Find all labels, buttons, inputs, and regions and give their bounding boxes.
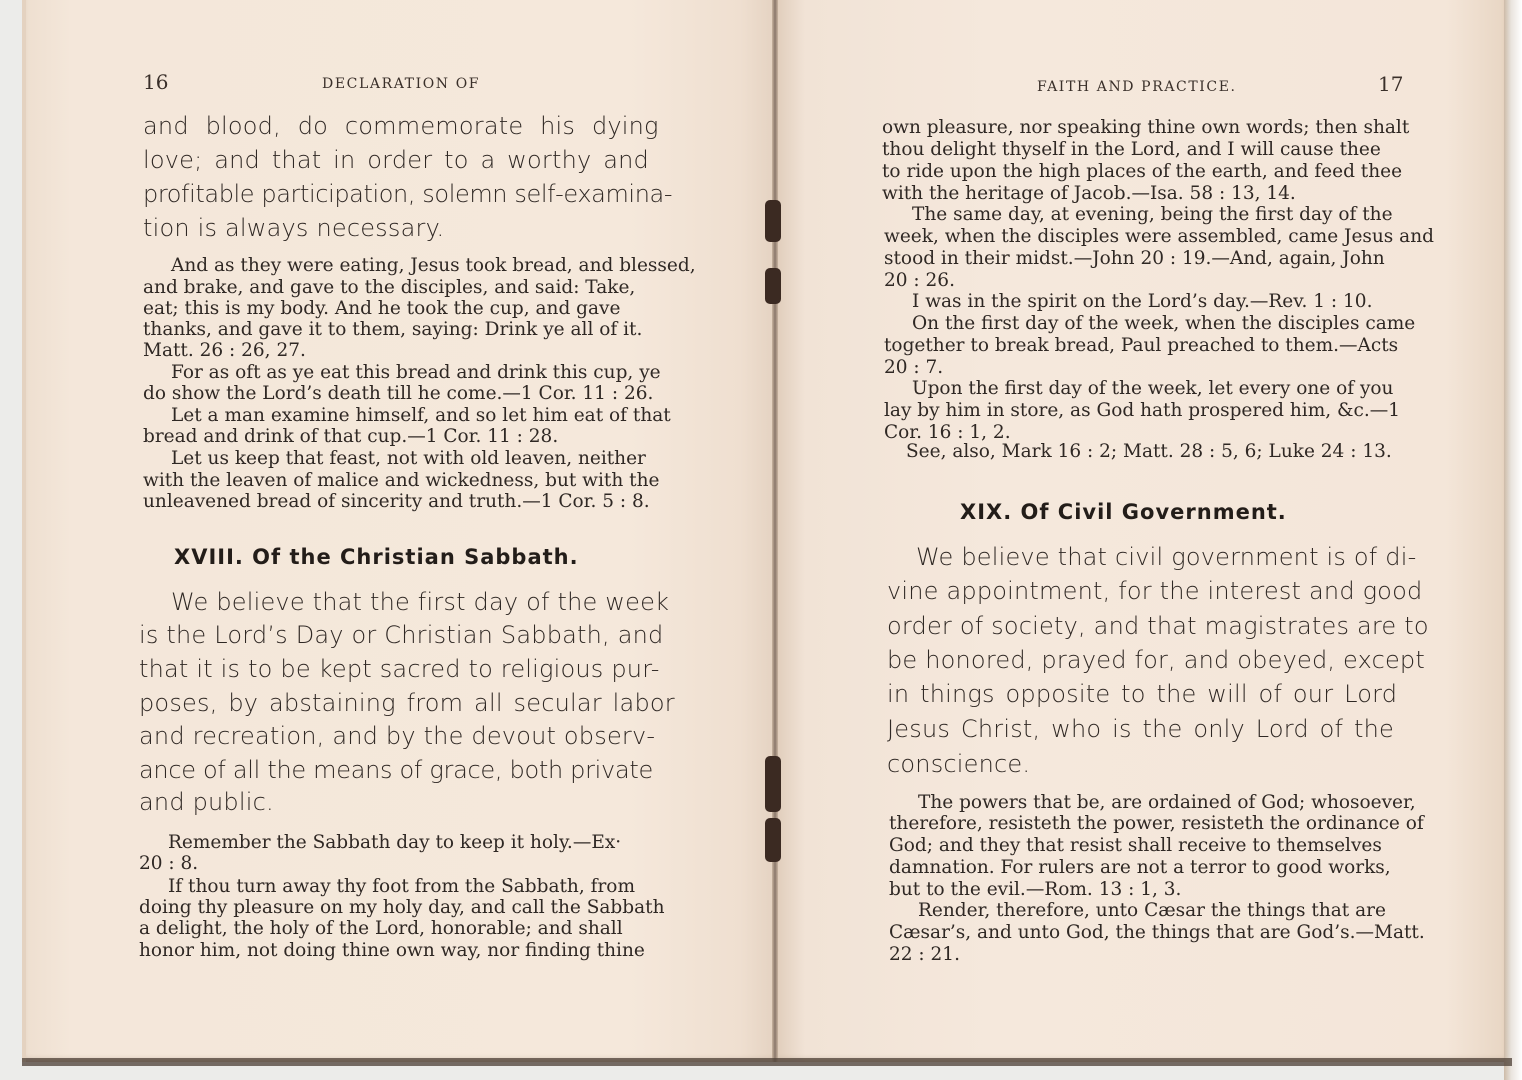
citation-line: honor him, not doing thine own way, nor finding thine bbox=[139, 940, 645, 961]
citation-line: Let us keep that feast, not with old leaven, neither bbox=[171, 448, 646, 469]
text-line: profitable participation, solemn self-examina- bbox=[143, 180, 673, 208]
citation-line: eat; this is my body. And he took the cup, and gave bbox=[143, 298, 621, 319]
text-line: tion is always necessary. bbox=[143, 214, 445, 242]
citation-line: Cæsar’s, and unto God, the things that are God’s.—Matt. bbox=[889, 922, 1425, 943]
citation-line: 22 : 21. bbox=[889, 944, 960, 965]
binding-thread bbox=[765, 268, 781, 304]
text-line: order of society, and that magistrates are to bbox=[887, 612, 1429, 640]
text-line: ance of all the means of grace, both private bbox=[139, 756, 653, 784]
citation-line: own pleasure, nor speaking thine own words; then shalt bbox=[882, 117, 1410, 138]
binding-thread bbox=[765, 200, 781, 242]
citation-line: 20 : 7. bbox=[884, 357, 944, 378]
text-line: is the Lord’s Day or Christian Sabbath, and bbox=[139, 621, 664, 649]
citation-line: therefore, resisteth the power, resisteth the ordinance of bbox=[889, 813, 1424, 834]
citation-line: If thou turn away thy foot from the Sabbath, from bbox=[168, 876, 635, 897]
citation-line: Let a man examine himself, and so let him eat of that bbox=[171, 405, 671, 426]
citation-line: week, when the disciples were assembled, came Jesus and bbox=[884, 226, 1434, 247]
binding-thread bbox=[765, 818, 781, 862]
citation-line: God; and they that resist shall receive to themselves bbox=[889, 835, 1382, 856]
citation-line: Remember the Sabbath day to keep it holy.—Ex· bbox=[168, 832, 622, 853]
citation-line: For as oft as ye eat this bread and drink this cup, ye bbox=[171, 362, 661, 383]
page-edge bbox=[1504, 0, 1522, 1080]
citation-line: Upon the first day of the week, let every one of you bbox=[912, 378, 1394, 399]
text-line: We believe that civil government is of di- bbox=[916, 543, 1417, 571]
citation-line: lay by him in store, as God hath prospered him, &c.—1 bbox=[884, 400, 1400, 421]
text-line: love; and that in order to a worthy and bbox=[143, 146, 649, 174]
citation-line: and brake, and gave to the disciples, and said: Take, bbox=[143, 277, 636, 298]
binding-thread bbox=[765, 756, 781, 812]
citation-line: bread and drink of that cup.—1 Cor. 11 : 28. bbox=[143, 426, 559, 447]
citation-line: 20 : 26. bbox=[884, 270, 955, 291]
running-head-right: FAITH AND PRACTICE. bbox=[1037, 79, 1237, 95]
citation-line: damnation. For rulers are not a terror to good works, bbox=[889, 857, 1391, 878]
citation-line: The same day, at evening, being the first day of the bbox=[912, 204, 1393, 225]
text-line: conscience. bbox=[887, 750, 1031, 778]
citation-line: On the first day of the week, when the disciples came bbox=[912, 313, 1416, 334]
citation-line: I was in the spirit on the Lord’s day.—Rev. 1 : 10. bbox=[912, 291, 1373, 312]
citation-line: with the heritage of Jacob.—Isa. 58 : 13, 14. bbox=[882, 183, 1296, 204]
citation-line: doing thy pleasure on my holy day, and call the Sabbath bbox=[139, 897, 665, 918]
citation-line: a delight, the holy of the Lord, honorable; and shall bbox=[139, 918, 623, 939]
citation-line: thanks, and gave it to them, saying: Drink ye all of it. bbox=[143, 319, 643, 340]
citation-line: with the leaven of malice and wickedness, but with the bbox=[143, 470, 660, 491]
citation-line: do show the Lord’s death till he come.—1 Cor. 11 : 26. bbox=[143, 383, 654, 404]
section-heading-xviii: XVIII. Of the Christian Sabbath. bbox=[174, 545, 579, 569]
cover-edge bbox=[22, 1058, 1512, 1066]
citation-line: to ride upon the high places of the earth, and feed thee bbox=[882, 161, 1403, 182]
text-line: poses, by abstaining from all secular labor bbox=[139, 689, 675, 717]
running-head-left: DECLARATION OF bbox=[322, 76, 481, 92]
text-line: in things opposite to the will of our Lord bbox=[887, 680, 1398, 708]
citation-line: Render, therefore, unto Cæsar the things that are bbox=[918, 900, 1386, 921]
text-line: and recreation, and by the devout observ- bbox=[139, 722, 656, 750]
section-heading-xix: XIX. Of Civil Government. bbox=[960, 500, 1287, 524]
citation-line: Cor. 16 : 1, 2. bbox=[884, 422, 1011, 443]
text-line: be honored, prayed for, and obeyed, except bbox=[887, 646, 1425, 674]
text-line: that it is to be kept sacred to religious pur- bbox=[139, 655, 660, 683]
citation-line: but to the evil.—Rom. 13 : 1, 3. bbox=[889, 879, 1182, 900]
text-line: vine appointment, for the interest and good bbox=[887, 577, 1423, 605]
text-line: Jesus Christ, who is the only Lord of the bbox=[887, 715, 1395, 743]
citation-line: together to break bread, Paul preached to them.—Acts bbox=[884, 335, 1399, 356]
page-number-left: 16 bbox=[143, 70, 169, 94]
citation-line: 20 : 8. bbox=[139, 853, 199, 874]
citation-line: Matt. 26 : 26, 27. bbox=[143, 340, 306, 361]
citation-line: unleavened bread of sincerity and truth.—1 Cor. 5 : 8. bbox=[143, 491, 650, 512]
citation-line: See, also, Mark 16 : 2; Matt. 28 : 5, 6; Luke 24 : 13. bbox=[906, 441, 1392, 462]
citation-line: The powers that be, are ordained of God; whosoever, bbox=[918, 792, 1416, 813]
citation-line: And as they were eating, Jesus took bread, and blessed, bbox=[171, 255, 696, 276]
text-line: We believe that the first day of the week bbox=[171, 588, 670, 616]
citation-line: stood in their midst.—John 20 : 19.—And, again, John bbox=[884, 248, 1385, 269]
citation-line: thou delight thyself in the Lord, and I will cause thee bbox=[882, 139, 1381, 160]
book-gutter bbox=[772, 0, 778, 1062]
page-number-right: 17 bbox=[1378, 72, 1404, 96]
text-line: and public. bbox=[139, 788, 274, 816]
text-line: and blood, do commemorate his dying bbox=[143, 112, 659, 140]
